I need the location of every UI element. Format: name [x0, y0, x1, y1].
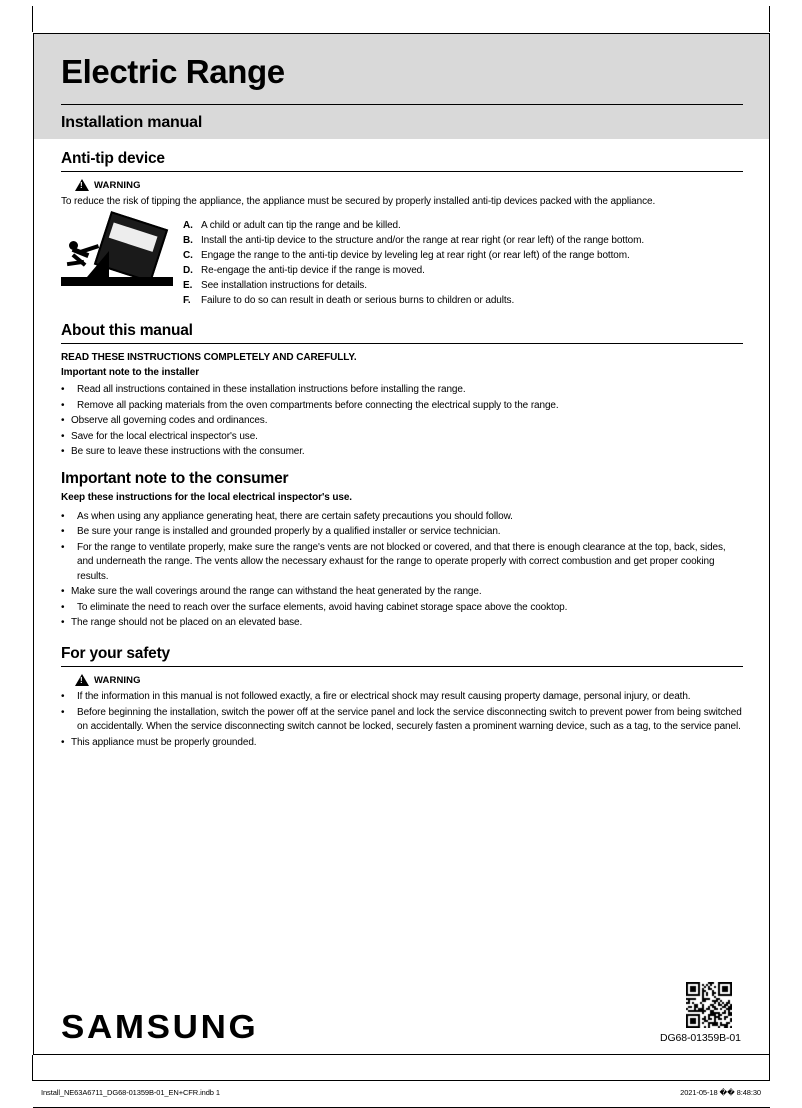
- list-item: [61, 706, 743, 735]
- bullet-glyph: •: [61, 601, 65, 613]
- list-item: [183, 218, 743, 233]
- list-item: [61, 414, 743, 429]
- list-item: [61, 445, 743, 460]
- list-item-text: Re-engage the anti-tip device if the range is moved.: [201, 264, 425, 276]
- section-heading-safety: For your safety: [61, 645, 170, 662]
- page-subtitle: Installation manual: [61, 114, 203, 131]
- section-about-manual: [61, 322, 743, 461]
- bullet-glyph: •: [61, 399, 65, 411]
- list-item: [61, 616, 743, 631]
- list-item-text: The range should not be placed on an elevated base.: [71, 617, 303, 628]
- section-consumer-note: [61, 470, 743, 632]
- about-line-1: READ THESE INSTRUCTIONS COMPLETELY AND CAREFULLY.: [61, 352, 357, 363]
- list-item: [61, 541, 743, 585]
- list-item-mark: C.: [183, 249, 193, 261]
- section-heading-about-manual: About this manual: [61, 322, 193, 339]
- bullet-glyph: •: [61, 617, 65, 628]
- anti-tip-block: [61, 216, 743, 308]
- bullet-glyph: •: [61, 415, 65, 426]
- list-item-text: Make sure the wall coverings around the range can withstand the heat generated by the range.: [71, 586, 482, 597]
- list-item: [61, 585, 743, 600]
- list-item: [183, 278, 743, 293]
- list-item: [61, 736, 743, 751]
- list-item-text: This appliance must be properly grounded.: [71, 736, 257, 748]
- consumer-bullet-list: [61, 510, 743, 631]
- list-item: [61, 399, 743, 414]
- list-item-text: Engage the range to the anti-tip device by leveling leg at rear right (or rear left) of the range bottom.: [201, 249, 630, 261]
- warning-label: WARNING: [94, 179, 141, 191]
- list-item-text: If the information in this manual is not followed exactly, a fire or electrical shock may result causing property damage, personal injury, or death.: [77, 691, 691, 702]
- bullet-glyph: •: [61, 541, 65, 553]
- list-item: [61, 525, 743, 540]
- print-footer-filename: Install_NE63A6711_DG68-01359B-01_EN+CFR.indb 1: [41, 1088, 220, 1097]
- crop-mark-top-left: [32, 6, 33, 32]
- list-item-mark: D.: [183, 264, 193, 276]
- anti-tip-lettered-list: [183, 216, 743, 308]
- list-item-text: Save for the local electrical inspector's use.: [71, 430, 258, 442]
- samsung-logo: SAMSUNG: [61, 1008, 259, 1045]
- title-divider: [61, 104, 743, 105]
- ground-bar: [61, 277, 173, 286]
- list-item-text: Be sure to leave these instructions with the consumer.: [71, 446, 305, 457]
- warning-triangle-icon: [75, 179, 89, 191]
- section-heading-consumer-note: Important note to the consumer: [61, 470, 289, 487]
- list-item-text: A child or adult can tip the range and be killed.: [201, 219, 401, 231]
- section-divider: [61, 171, 743, 172]
- list-item: [183, 233, 743, 248]
- list-item: [61, 510, 743, 525]
- list-item: [61, 690, 743, 705]
- warning-banner-anti-tip: [75, 179, 743, 191]
- bullet-glyph: •: [61, 384, 65, 395]
- child-figure: [67, 241, 101, 277]
- list-item: [183, 248, 743, 263]
- bullet-glyph: •: [61, 430, 65, 442]
- section-heading-anti-tip: Anti-tip device: [61, 150, 165, 167]
- bullet-glyph: •: [61, 586, 65, 597]
- list-item: [61, 430, 743, 445]
- tipping-range-illustration: [61, 216, 173, 286]
- list-item-text: Observe all governing codes and ordinances.: [71, 415, 268, 426]
- list-item-text: For the range to ventilate properly, make sure the range's vents are not blocked or covered, and that there is enough clearance at the top, back, sides, and underneath the range. The vents allow the necessary exhaust for the range to operate properly with correct combustion and get proper cooking results.: [77, 541, 726, 582]
- list-item-text: Be sure your range is installed and grounded properly by a qualified installer or service technician.: [77, 526, 501, 537]
- document-code: DG68-01359B-01: [660, 1032, 741, 1044]
- anti-tip-intro: To reduce the risk of tipping the appliance, the appliance must be secured by properly installed anti-tip devices packed with the appliance.: [61, 196, 656, 207]
- crop-mark-bottom-left: [32, 1055, 33, 1081]
- list-item: [183, 263, 743, 278]
- page-title: Electric Range: [61, 53, 285, 90]
- child-arm: [80, 244, 99, 254]
- list-item-mark: A.: [183, 219, 193, 231]
- bullet-glyph: •: [61, 706, 65, 718]
- qr-code: [686, 982, 732, 1028]
- section-divider: [61, 666, 743, 667]
- list-item-mark: F.: [183, 294, 191, 306]
- bullet-glyph: •: [61, 526, 65, 537]
- section-divider: [61, 343, 743, 344]
- list-item-text: See installation instructions for details.: [201, 279, 367, 291]
- about-line-2: Important note to the installer: [61, 366, 200, 378]
- list-item-text: Remove all packing materials from the oven compartments before connecting the electrical supply to the range.: [77, 399, 559, 411]
- bullet-glyph: •: [61, 446, 65, 457]
- bullet-glyph: •: [61, 736, 65, 748]
- warning-triangle-icon: [75, 674, 89, 686]
- list-item-text: Install the anti-tip device to the structure and/or the range at rear right (or rear left) of the range bottom.: [201, 234, 645, 246]
- bullet-glyph: •: [61, 510, 65, 522]
- list-item-mark: E.: [183, 279, 193, 291]
- safety-bullet-list: [61, 690, 743, 750]
- consumer-lead: Keep these instructions for the local electrical inspector's use.: [61, 492, 352, 503]
- section-safety: [61, 645, 743, 751]
- crop-mark-top-right: [769, 6, 770, 32]
- list-item-text: Before beginning the installation, switch the power off at the service panel and lock the service disconnecting switch to prevent power from being switched on accidentally. When the service disconnecting switch cannot be locked, securely fasten a prominent warning device, such as a tag, to the service panel.: [77, 706, 742, 732]
- warning-banner-safety: [75, 674, 743, 686]
- list-item-text: As when using any appliance generating heat, there are certain safety precautions you should follow.: [77, 510, 513, 522]
- list-item-text: To eliminate the need to reach over the surface elements, avoid having cabinet storage space above the cooktop.: [77, 601, 568, 613]
- list-item: [61, 601, 743, 616]
- print-footer-timestamp: 2021-05-18 �� 8:48:30: [680, 1088, 761, 1097]
- bullet-glyph: •: [61, 691, 65, 702]
- about-bullet-list: [61, 383, 743, 460]
- section-anti-tip: [61, 150, 743, 308]
- list-item-mark: B.: [183, 234, 193, 246]
- crop-mark-bottom-right: [769, 1055, 770, 1081]
- list-item-text: Read all instructions contained in these installation instructions before installing the range.: [77, 384, 466, 395]
- warning-label: WARNING: [94, 674, 141, 686]
- list-item: [61, 383, 743, 398]
- list-item-text: Failure to do so can result in death or serious burns to children or adults.: [201, 294, 515, 306]
- list-item: [183, 293, 743, 308]
